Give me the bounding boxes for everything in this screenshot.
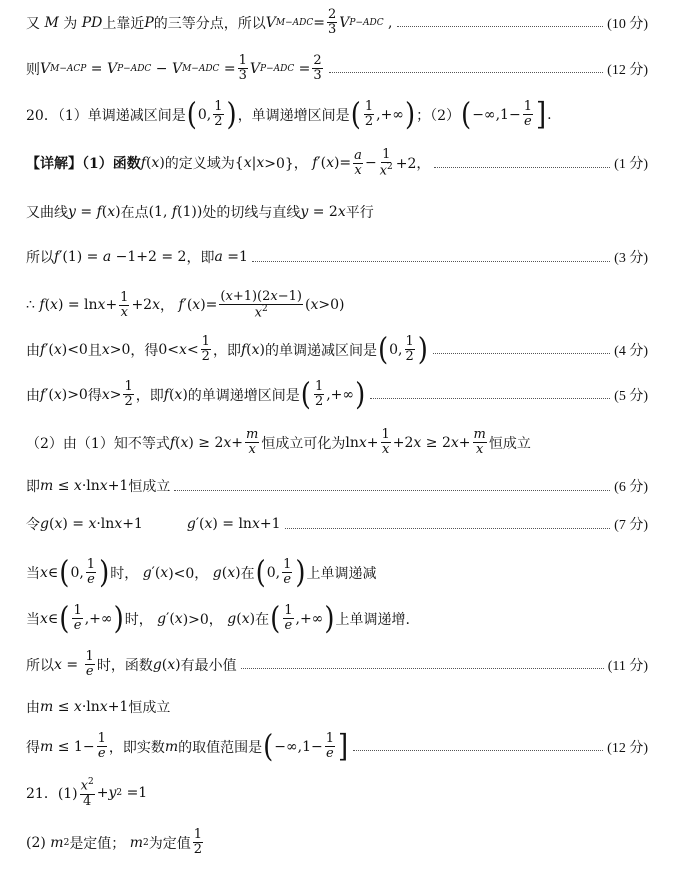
text: 且 (87, 342, 102, 359)
text: 在 (255, 611, 270, 628)
text: 为 (63, 15, 78, 32)
text: （2）由（1）知不等式 (26, 435, 170, 452)
solution-line-5: 又曲线 y = f ( x ) 在点 (1, f (1)) 处的切线与直线 y = 2 x 平行 (26, 204, 374, 221)
text: 为定值 (148, 835, 191, 852)
text: 的单调递减区间是 (264, 342, 377, 359)
solution-line-13: 当 x ∈ ( 0, $\frac{1}{e}$ ) 时， g ′( x )<0， g ( x ) 在 ( 0, $\frac{1}{e}$ ) 上单调递减 (26, 554, 377, 591)
text: 上单调递增. (335, 611, 410, 628)
solution-line-11: 即 m ≤ x ·ln x +1 恒成立 (6 分) (26, 478, 648, 495)
score-label: (6 分) (614, 480, 648, 495)
solution-line-2: 则 V M−ACP = V P−ADC − V M−ADC = $\frac{1}{3}$ V P−ADC = $\frac{2}{3}$ (12 分) (26, 53, 648, 84)
text: 当 (26, 611, 40, 628)
text: 平行 (345, 205, 374, 221)
text: 在 (240, 565, 255, 582)
score-label: (3 分) (614, 251, 648, 266)
text: 的定义域为 (164, 156, 235, 173)
solution-line-4: 【详解】（1）函数 f ( x ) 的定义域为 { x | x >0}， f ′( x )= $\frac{a}{x}$ − $\frac{1}{x^2}$ +2， (1 分) (26, 147, 648, 179)
text: 在点 (120, 205, 149, 221)
solution-line-7: ∴ f ( x ) = ln x + $\frac{1}{x}$ +2 x ， f ′( x )= $\frac{(x+1)(2x-1)}{x^2}$ ( x >0) (26, 289, 345, 321)
text: 时， (124, 611, 153, 628)
text: 的单调递增区间是 (187, 387, 300, 404)
score-label: (4 分) (614, 343, 648, 359)
text: 所以 (26, 657, 54, 674)
text: 所以 (26, 250, 54, 266)
text: 恒成立可化为 (261, 435, 346, 452)
text: 是定值； (69, 835, 126, 852)
text: ，即 (186, 250, 215, 266)
text: 得 (26, 739, 40, 756)
answer-line-21-2: (2) m 2 是定值； m 2 为定值 $\frac{1}{2}$ (26, 827, 203, 858)
text: 时， (110, 565, 139, 582)
text: 20．（1）单调递减区间是 (26, 107, 186, 124)
score-label: (7 分) (614, 518, 648, 533)
solution-line-10: （2）由（1）知不等式 f ( x ) ≥ 2 x + $\frac{m}{x}$ 恒成立可化为 ln x + $\frac{1}{x}$ +2 x ≥ 2 x + $\frac{m}{x}$ 恒成立 (26, 427, 531, 458)
text: ∴ (26, 297, 35, 314)
answer-line-20: 20．（1）单调递减区间是 ( 0, $\frac{1}{2}$ ) ，单调递增区间是 ( $\frac{1}{2}$ ,+∞ ) ；（2） ( −∞,1− $\frac{1}{e}$ ] . (26, 96, 552, 133)
solution-line-14: 当 x ∈ ( $\frac{1}{e}$ ,+∞ ) 时， g ′( x )>0， g ( x ) 在 ( $\frac{1}{e}$ ,+∞ ) 上单调递增. (26, 600, 410, 637)
text: 的三等分点，所以 (153, 15, 266, 32)
text: 上单调递减 (306, 565, 377, 582)
text: (2) (26, 834, 46, 851)
text: 则 (26, 61, 40, 78)
solution-line-15: 所以 x = $\frac{1}{e}$ 时，函数 g ( x ) 有最小值 (11 分) (26, 649, 648, 680)
text: 由 (26, 387, 40, 404)
score-label: (11 分) (607, 658, 648, 674)
score-label: (1 分) (614, 157, 648, 173)
text: 上靠近 (102, 15, 145, 32)
text: 又曲线 (26, 205, 68, 221)
solution-line-6: 所以 f ′(1) = a −1+2 = 2 ，即 a =1 (3 分) (26, 249, 648, 266)
solution-line-8: 由 f ′( x )<0 且 x >0 ，得 0< x < $\frac{1}{2}$ ，即 f ( x ) 的单调递减区间是 ( 0, $\frac{1}{2}$ ) (4 分) (26, 331, 648, 368)
text: 恒成立 (128, 700, 171, 716)
text: 恒成立 (488, 435, 531, 452)
text: 由 (26, 700, 40, 716)
text: 的取值范围是 (178, 739, 263, 756)
text: ；（2） (416, 107, 461, 124)
score-label: (12 分) (607, 740, 648, 756)
solution-line-1: 又 M 为 PD 上靠近 P 的三等分点，所以 V M−ADC = $\frac{2}{3}$ V P−ADC , (10 分) (26, 7, 648, 38)
text: ，即实数 (108, 739, 165, 756)
text: 令 (26, 517, 40, 533)
solution-line-9: 由 f ′( x )>0 得 x > $\frac{1}{2}$ ，即 f ( x ) 的单调递增区间是 ( $\frac{1}{2}$ ,+∞ ) (5 分) (26, 376, 648, 413)
answer-line-21-1: 21．(1) $\frac{x^2}{4}$ + y 2 =1 (26, 777, 148, 809)
solution-line-12: 令 g ( x ) = x ·ln x +1 g ′( x ) = ln x +1 (7 分) (26, 516, 648, 533)
text: 当 (26, 565, 40, 582)
text: ，单调递增区间是 (237, 107, 350, 124)
text: 处的切线与直线 (202, 205, 301, 221)
text: 【详解】（1）函数 (26, 156, 141, 173)
text: ，即 (212, 342, 241, 359)
text: 21．(1) (26, 786, 78, 803)
solution-line-17: 得 m ≤ 1− $\frac{1}{e}$ ，即实数 m 的取值范围是 ( −∞,1− $\frac{1}{e}$ ] (12 分) (26, 728, 648, 765)
solution-line-16: 由 m ≤ x ·ln x +1 恒成立 (26, 699, 171, 716)
text: ，得 (130, 342, 159, 359)
score-label: (12 分) (607, 62, 648, 78)
text: 即 (26, 479, 40, 495)
text: 得 (87, 387, 102, 404)
score-label: (5 分) (614, 388, 648, 404)
text: 有最小值 (180, 657, 237, 674)
text: 又 (26, 15, 40, 32)
score-label: (10 分) (607, 16, 648, 32)
text: ，即 (135, 387, 164, 404)
text: 由 (26, 342, 40, 359)
text: 时，函数 (96, 657, 153, 674)
text: 恒成立 (128, 479, 171, 495)
